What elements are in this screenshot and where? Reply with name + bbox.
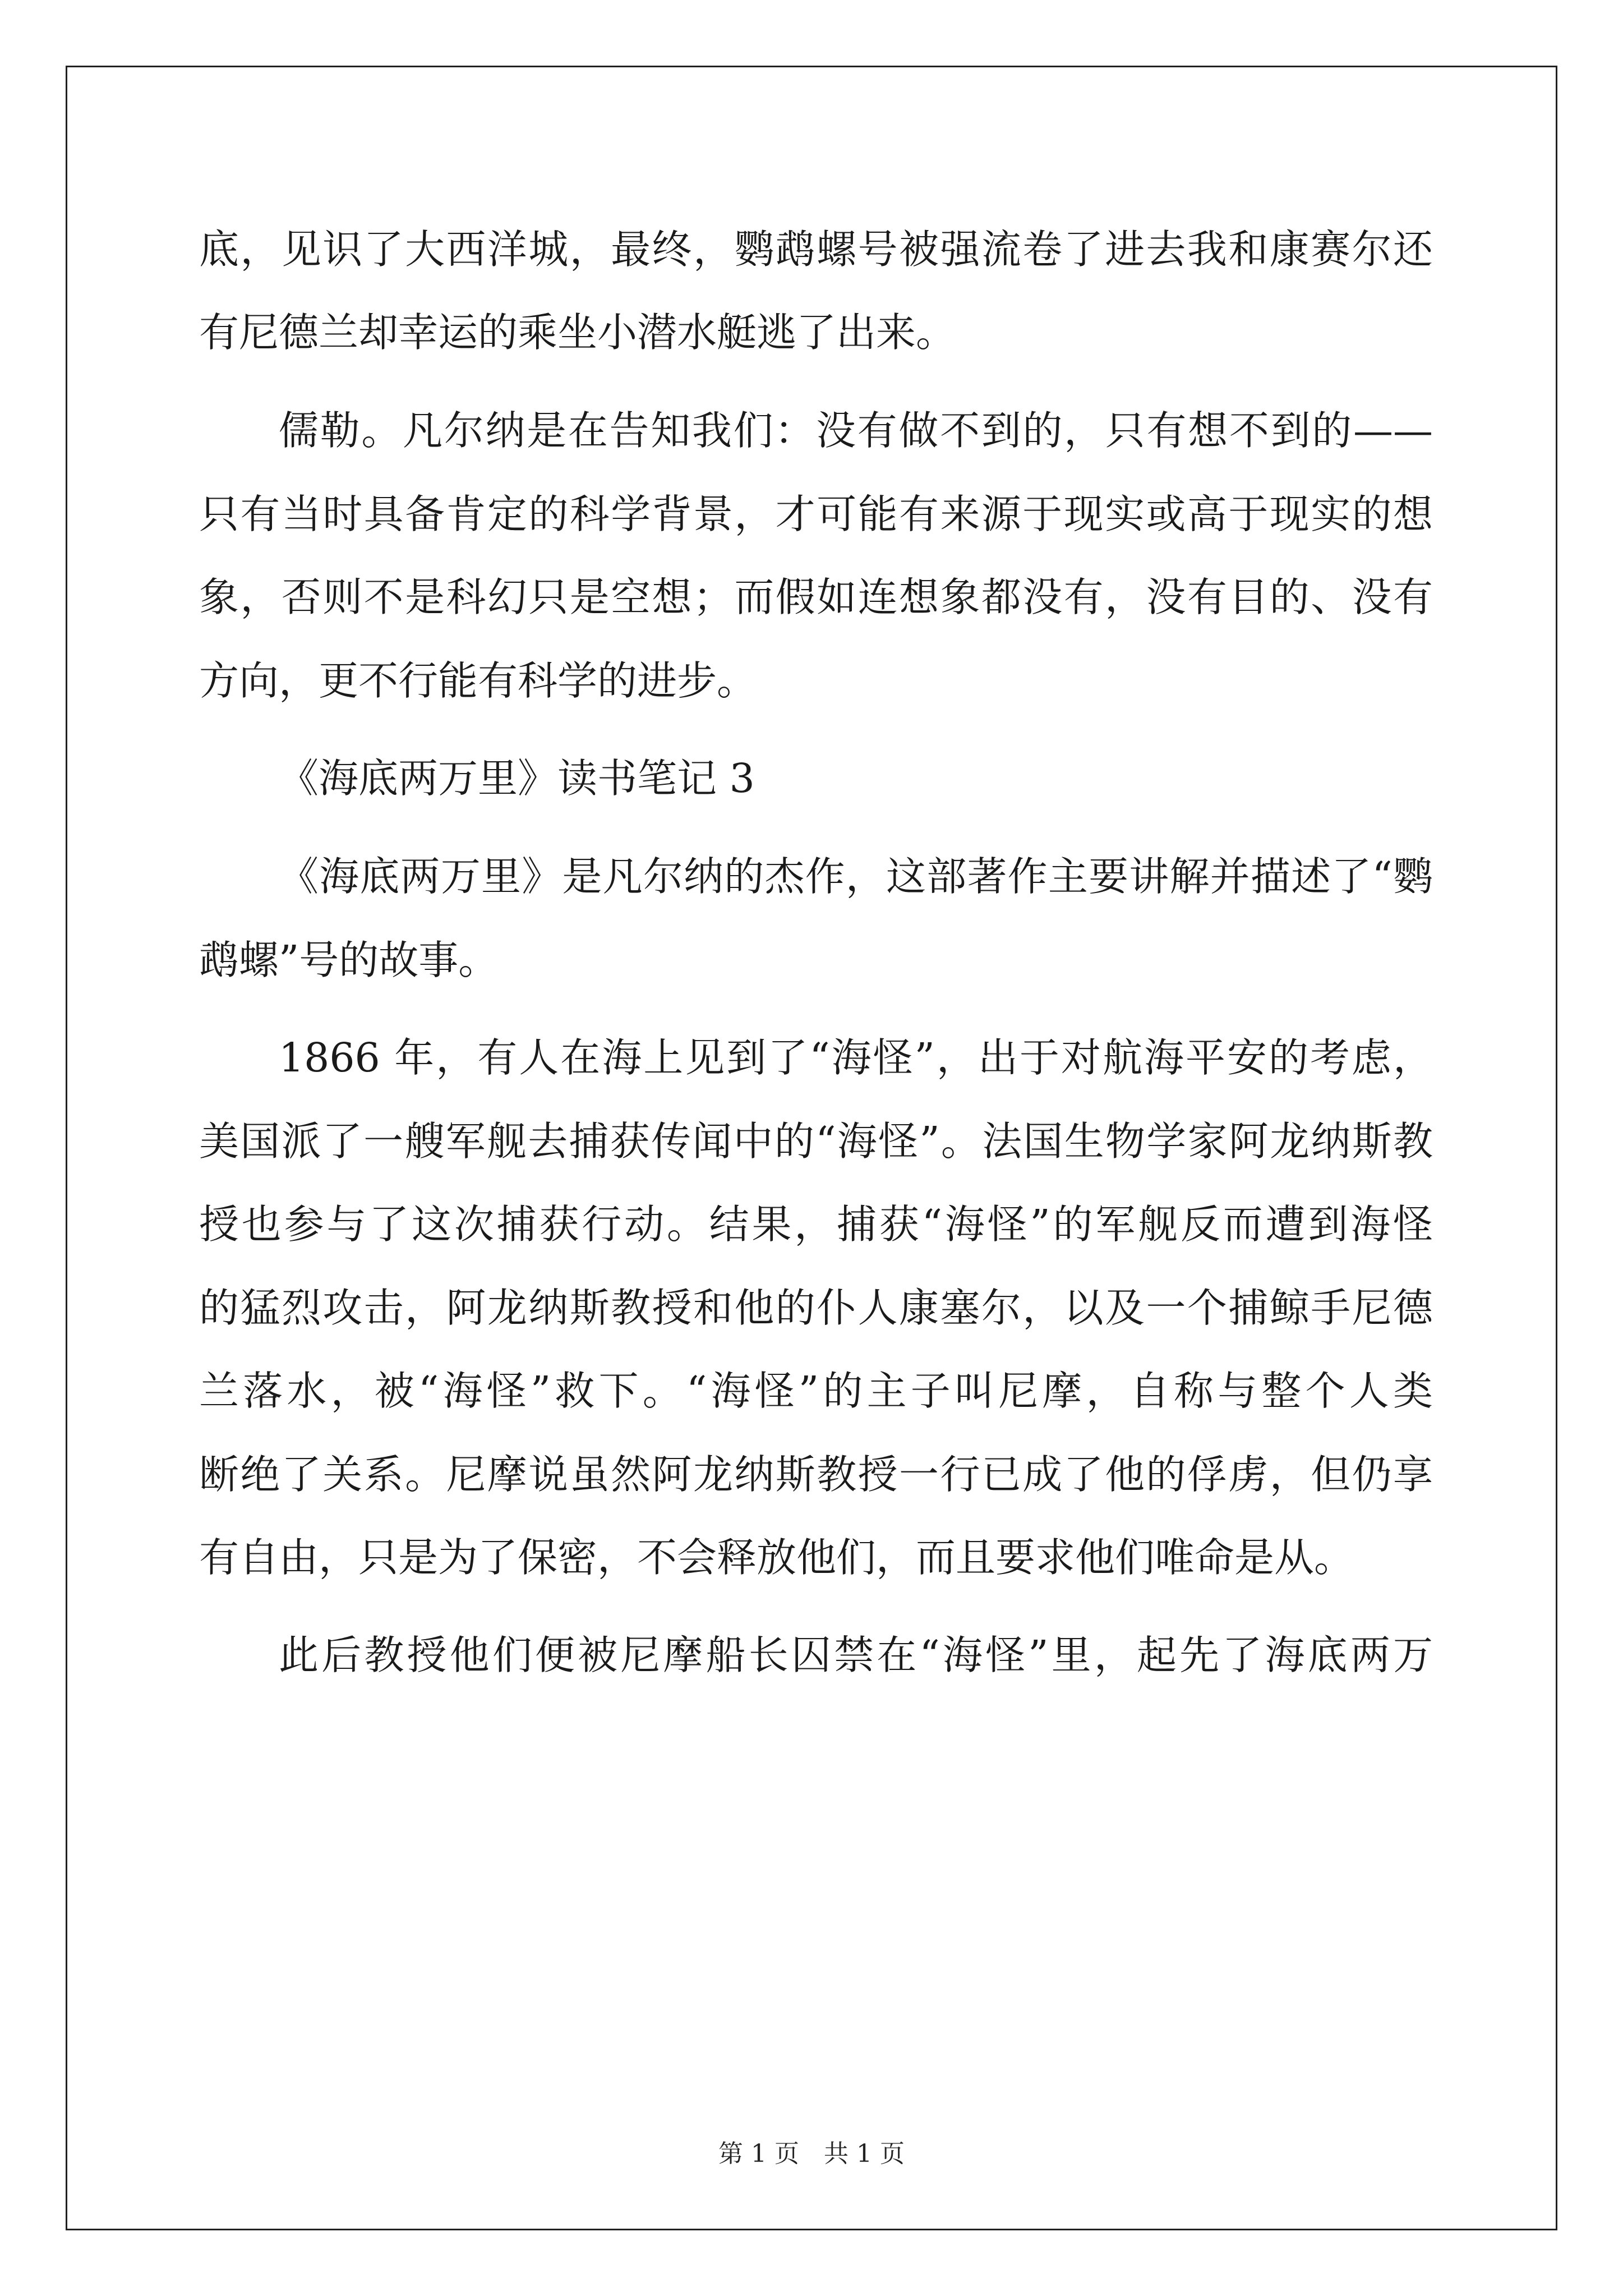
page-footer: 第 1 页 共 1 页 [718, 2139, 905, 2168]
text-line: 只有当时具备肯定的科学背景，才可能有来源于现实或高于现实的想 [199, 491, 1433, 537]
text-line: 的猛烈攻击，阿龙纳斯教授和他的仆人康塞尔，以及一个捕鲸手尼德 [199, 1285, 1433, 1331]
text-line: 有自由，只是为了保密，不会释放他们，而且要求他们唯命是从。 [199, 1534, 1354, 1581]
text-line: 象，否则不是科幻只是空想；而假如连想象都没有，没有目的、没有 [199, 574, 1433, 620]
text-line: 鹉螺”号的故事。 [199, 937, 499, 983]
text-line: 《海底两万里》是凡尔纳的杰作，这部著作主要讲解并描述了“鹦 [279, 853, 1433, 900]
section-title: 《海底两万里》读书笔记 3 [279, 755, 755, 802]
text-line: 底，见识了大西洋城，最终，鹦鹉螺号被强流卷了进去我和康赛尔还 [199, 226, 1433, 273]
text-line: 兰落水，被“海怪”救下。“海怪”的主子叫尼摩，自称与整个人类 [199, 1368, 1433, 1414]
text-line: 断绝了关系。尼摩说虽然阿龙纳斯教授一行已成了他的俘虏，但仍享 [199, 1451, 1433, 1498]
text-line: 1866 年，有人在海上见到了“海怪”，出于对航海平安的考虑， [279, 1034, 1433, 1081]
text-line: 有尼德兰却幸运的乘坐小潜水艇逃了出来。 [199, 309, 956, 356]
text-line: 儒勒。凡尔纳是在告知我们：没有做不到的，只有想不到的—— [279, 407, 1433, 454]
text-line: 此后教授他们便被尼摩船长囚禁在“海怪”里，起先了海底两万 [279, 1632, 1433, 1678]
text-line: 美国派了一艘军舰去捕获传闻中的“海怪”。法国生物学家阿龙纳斯教 [199, 1118, 1433, 1165]
text-line: 授也参与了这次捕获行动。结果，捕获“海怪”的军舰反而遭到海怪 [199, 1201, 1433, 1248]
text-line: 方向，更不行能有科学的进步。 [199, 657, 757, 704]
